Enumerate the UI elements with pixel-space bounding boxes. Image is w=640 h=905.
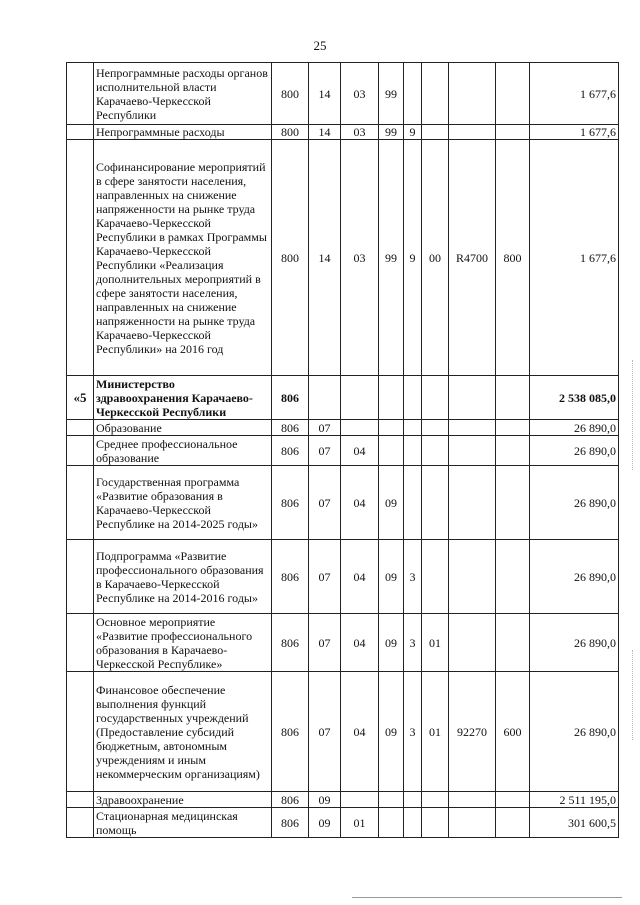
subsection-code-cell: 01: [341, 808, 379, 838]
row-name-cell: Непрограммные расходы: [94, 125, 272, 140]
section-code-cell: 14: [309, 125, 341, 140]
program-code-cell: 09: [379, 614, 404, 672]
section-code-cell: 09: [309, 808, 341, 838]
amount-cell: 26 890,0: [530, 614, 619, 672]
expense-type-code-cell: 600: [496, 672, 530, 792]
subsection-code-cell: 03: [341, 63, 379, 125]
direction-code-cell: [449, 792, 496, 808]
subsection-code-cell: 04: [341, 436, 379, 466]
program-code-cell: 99: [379, 63, 404, 125]
event-code-cell: [422, 63, 449, 125]
event-code-cell: [422, 466, 449, 540]
amount-cell: 1 677,6: [530, 140, 619, 376]
section-code-cell: 07: [309, 672, 341, 792]
admin-code-cell: 800: [272, 125, 309, 140]
section-code-cell: 07: [309, 420, 341, 436]
amount-cell: 26 890,0: [530, 540, 619, 614]
direction-code-cell: [449, 436, 496, 466]
row-index-cell: [67, 672, 94, 792]
section-code-cell: 09: [309, 792, 341, 808]
section-code-cell: 14: [309, 63, 341, 125]
expense-type-code-cell: [496, 420, 530, 436]
amount-cell: 2 538 085,0: [530, 376, 619, 420]
subprogram-code-cell: [404, 420, 422, 436]
page-number: 25: [313, 38, 327, 53]
amount-cell: 1 677,6: [530, 125, 619, 140]
subprogram-code-cell: [404, 466, 422, 540]
amount-cell: 301 600,5: [530, 808, 619, 838]
subsection-code-cell: [341, 376, 379, 420]
event-code-cell: 00: [422, 140, 449, 376]
row-name-cell: Финансовое обеспечение выполнения функций государственных учреждений (Предоставление субсидий бюджетным, автономным учреждениям и иным некоммерческим организациям): [94, 672, 272, 792]
footer-rule: [352, 897, 622, 898]
expense-type-code-cell: [496, 614, 530, 672]
table-row: [67, 63, 619, 125]
amount-cell: 26 890,0: [530, 436, 619, 466]
direction-code-cell: [449, 420, 496, 436]
subsection-code-cell: [341, 792, 379, 808]
subprogram-code-cell: 3: [404, 614, 422, 672]
admin-code-cell: 806: [272, 436, 309, 466]
table-row: [67, 436, 619, 466]
row-name-cell: Образование: [94, 420, 272, 436]
admin-code-cell: 806: [272, 540, 309, 614]
admin-code-cell: 806: [272, 792, 309, 808]
table-row: [67, 672, 619, 792]
expense-type-code-cell: [496, 540, 530, 614]
subsection-code-cell: 03: [341, 125, 379, 140]
admin-code-cell: 806: [272, 420, 309, 436]
event-code-cell: 01: [422, 614, 449, 672]
subsection-code-cell: 03: [341, 140, 379, 376]
expense-type-code-cell: [496, 436, 530, 466]
expense-type-code-cell: [496, 792, 530, 808]
table-row: [67, 466, 619, 540]
section-code-cell: 07: [309, 614, 341, 672]
row-index-cell: [67, 792, 94, 808]
table-row: [67, 808, 619, 838]
admin-code-cell: 806: [272, 808, 309, 838]
event-code-cell: 01: [422, 672, 449, 792]
row-name-cell: Стационарная медицинская помощь: [94, 808, 272, 838]
subsection-code-cell: 04: [341, 614, 379, 672]
section-code-cell: 07: [309, 540, 341, 614]
section-code-cell: [309, 376, 341, 420]
table-row: [67, 420, 619, 436]
row-index-cell: [67, 140, 94, 376]
scan-edge-mark: [632, 360, 636, 470]
table-row: [67, 376, 619, 420]
amount-cell: 26 890,0: [530, 466, 619, 540]
budget-table: [66, 62, 619, 838]
row-index-cell: «5: [67, 376, 94, 420]
table-row: [67, 614, 619, 672]
row-name-cell: Здравоохранение: [94, 792, 272, 808]
subprogram-code-cell: [404, 808, 422, 838]
row-index-cell: [67, 436, 94, 466]
row-index-cell: [67, 808, 94, 838]
scan-edge-mark: [632, 650, 636, 740]
table-row: [67, 540, 619, 614]
direction-code-cell: [449, 63, 496, 125]
row-index-cell: [67, 125, 94, 140]
admin-code-cell: 800: [272, 140, 309, 376]
subprogram-code-cell: [404, 436, 422, 466]
program-code-cell: [379, 808, 404, 838]
subsection-code-cell: [341, 420, 379, 436]
expense-type-code-cell: [496, 125, 530, 140]
subsection-code-cell: 04: [341, 466, 379, 540]
row-index-cell: [67, 614, 94, 672]
subprogram-code-cell: [404, 376, 422, 420]
admin-code-cell: 806: [272, 614, 309, 672]
row-index-cell: [67, 420, 94, 436]
row-name-cell: Софинансирование мероприятий в сфере занятости населения, направленных на снижение напряженности на рынке труда Карачаево-Черкесской Республики в рамках Программы Карачаево-Черкесской Республики «Реализация дополнительных мероприятий в сфере занятости населения, направленных на снижение напряженности на рынке труда Карачаево-Черкесской Республики» на 2016 год: [94, 140, 272, 376]
program-code-cell: 99: [379, 125, 404, 140]
direction-code-cell: [449, 540, 496, 614]
admin-code-cell: 806: [272, 376, 309, 420]
event-code-cell: [422, 808, 449, 838]
amount-cell: 26 890,0: [530, 672, 619, 792]
direction-code-cell: [449, 125, 496, 140]
event-code-cell: [422, 540, 449, 614]
row-name-cell: Непрограммные расходы органов исполнительной власти Карачаево-Черкесской Республики: [94, 63, 272, 125]
subprogram-code-cell: 3: [404, 540, 422, 614]
budget-table-body: [67, 63, 619, 838]
program-code-cell: [379, 792, 404, 808]
program-code-cell: 09: [379, 466, 404, 540]
subsection-code-cell: 04: [341, 540, 379, 614]
expense-type-code-cell: [496, 63, 530, 125]
expense-type-code-cell: 800: [496, 140, 530, 376]
program-code-cell: 09: [379, 540, 404, 614]
row-index-cell: [67, 540, 94, 614]
program-code-cell: [379, 420, 404, 436]
expense-type-code-cell: [496, 808, 530, 838]
subprogram-code-cell: [404, 792, 422, 808]
event-code-cell: [422, 792, 449, 808]
direction-code-cell: R4700: [449, 140, 496, 376]
direction-code-cell: [449, 466, 496, 540]
direction-code-cell: [449, 614, 496, 672]
event-code-cell: [422, 125, 449, 140]
expense-type-code-cell: [496, 376, 530, 420]
table-row: [67, 140, 619, 376]
event-code-cell: [422, 376, 449, 420]
program-code-cell: [379, 436, 404, 466]
row-name-cell: Подпрограмма «Развитие профессионального образования в Карачаево-Черкесской Республике на 2014-2016 годы»: [94, 540, 272, 614]
admin-code-cell: 806: [272, 672, 309, 792]
amount-cell: 1 677,6: [530, 63, 619, 125]
subprogram-code-cell: 3: [404, 672, 422, 792]
row-name-cell: Основное мероприятие «Развитие профессионального образования в Карачаево-Черкесской Республике»: [94, 614, 272, 672]
program-code-cell: 09: [379, 672, 404, 792]
row-name-cell: Министерство здравоохранения Карачаево-Черкесской Республики: [94, 376, 272, 420]
amount-cell: 2 511 195,0: [530, 792, 619, 808]
section-code-cell: 07: [309, 466, 341, 540]
subsection-code-cell: 04: [341, 672, 379, 792]
direction-code-cell: 92270: [449, 672, 496, 792]
admin-code-cell: 800: [272, 63, 309, 125]
program-code-cell: [379, 376, 404, 420]
expense-type-code-cell: [496, 466, 530, 540]
row-index-cell: [67, 63, 94, 125]
amount-cell: 26 890,0: [530, 420, 619, 436]
row-index-cell: [67, 466, 94, 540]
table-row: [67, 125, 619, 140]
subprogram-code-cell: 9: [404, 125, 422, 140]
row-name-cell: Государственная программа «Развитие образования в Карачаево-Черкесской Республике на 2014-2025 годы»: [94, 466, 272, 540]
program-code-cell: 99: [379, 140, 404, 376]
admin-code-cell: 806: [272, 466, 309, 540]
table-row: [67, 792, 619, 808]
section-code-cell: 14: [309, 140, 341, 376]
subprogram-code-cell: [404, 63, 422, 125]
row-name-cell: Среднее профессиональное образование: [94, 436, 272, 466]
event-code-cell: [422, 436, 449, 466]
event-code-cell: [422, 420, 449, 436]
direction-code-cell: [449, 808, 496, 838]
direction-code-cell: [449, 376, 496, 420]
section-code-cell: 07: [309, 436, 341, 466]
subprogram-code-cell: 9: [404, 140, 422, 376]
